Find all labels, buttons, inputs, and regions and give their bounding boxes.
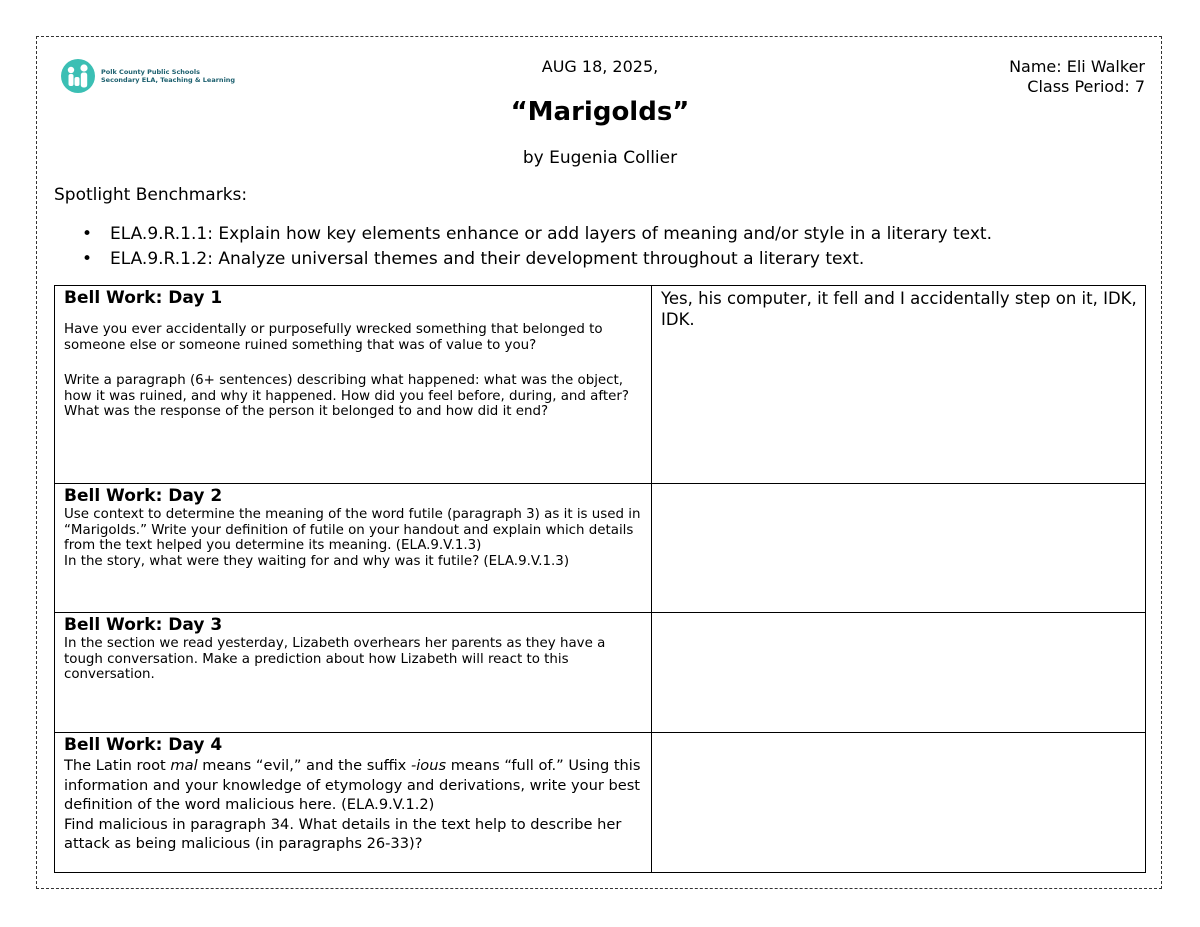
benchmarks-heading: Spotlight Benchmarks:	[54, 185, 248, 205]
table-row	[55, 733, 1146, 873]
bellwork-prompt: The Latin root mal means “evil,” and the suffix -ious means “full of.” Using this information and your knowledge of etymology and derivations, write your best definition of the word malicious here. (ELA.9.V.1.2)	[64, 757, 641, 813]
benchmark-item: • ELA.9.R.1.1: Explain how key elements enhance or add layers of meaning and/or style in a literary text.	[80, 222, 992, 247]
bellwork-day-title: Bell Work: Day 3	[64, 615, 223, 635]
student-name: Name: Eli Walker	[1009, 57, 1145, 76]
answer-field[interactable]	[652, 733, 1146, 873]
table-row	[55, 484, 1146, 613]
benchmark-item: • ELA.9.R.1.2: Analyze universal themes and their development throughout a literary text.	[80, 247, 992, 272]
answer-field[interactable]	[652, 613, 1146, 733]
bellwork-prompt: Write a paragraph (6+ sentences) describing what happened: what was the object, how it was ruined, and why it happened. How did you feel before, during, and after? What was the response of the person it belonged to and how did it end?	[64, 373, 629, 419]
answer-field[interactable]: Yes, his computer, it fell and I accidentally step on it, IDK, IDK.	[652, 286, 1146, 484]
bellwork-prompt: In the section we read yesterday, Lizabeth overhears her parents as they have a tough conversation. Make a prediction about how Lizabeth will react to this conversation.	[64, 636, 606, 682]
bellwork-prompt-cell	[55, 733, 652, 873]
bellwork-day-title: Bell Work: Day 2	[64, 486, 223, 506]
bellwork-prompt-cell	[55, 484, 652, 613]
bellwork-table	[54, 285, 1146, 873]
date: AUG 18, 2025,	[541, 57, 659, 76]
logo-subtitle: Secondary ELA, Teaching & Learning	[101, 76, 236, 84]
latin-suffix: -ious	[410, 757, 447, 774]
bellwork-day-title: Bell Work: Day 4	[64, 735, 223, 755]
table-row	[55, 286, 1146, 484]
benchmarks-list	[80, 222, 992, 272]
bellwork-prompt-cell	[55, 286, 652, 484]
student-info	[1009, 57, 1145, 97]
author-byline: by Eugenia Collier	[522, 148, 678, 168]
latin-root: mal	[170, 757, 198, 774]
logo-name: Polk County Public Schools	[101, 68, 200, 76]
answer-field[interactable]	[652, 484, 1146, 613]
class-period: Class Period: 7	[1027, 77, 1145, 96]
bellwork-prompt: Use context to determine the meaning of the word futile (paragraph 3) as it is used in “Marigolds.” Write your definition of futile on your handout and explain which details from the text helped you determine its meaning. (ELA.9.V.1.3)	[64, 507, 641, 553]
bellwork-prompt-cell	[55, 613, 652, 733]
bellwork-prompt: Have you ever accidentally or purposefully wrecked something that belonged to someone else or someone ruined something that was of value to you?	[64, 322, 603, 353]
bellwork-prompt: Find malicious in paragraph 34. What details in the text help to describe her attack as being malicious (in paragraphs 26-33)?	[64, 815, 622, 852]
table-row	[55, 613, 1146, 733]
bellwork-day-title: Bell Work: Day 1	[64, 288, 223, 308]
page-title: “Marigolds”	[510, 97, 690, 127]
bellwork-prompt: In the story, what were they waiting for and why was it futile? (ELA.9.V.1.3)	[64, 553, 570, 569]
